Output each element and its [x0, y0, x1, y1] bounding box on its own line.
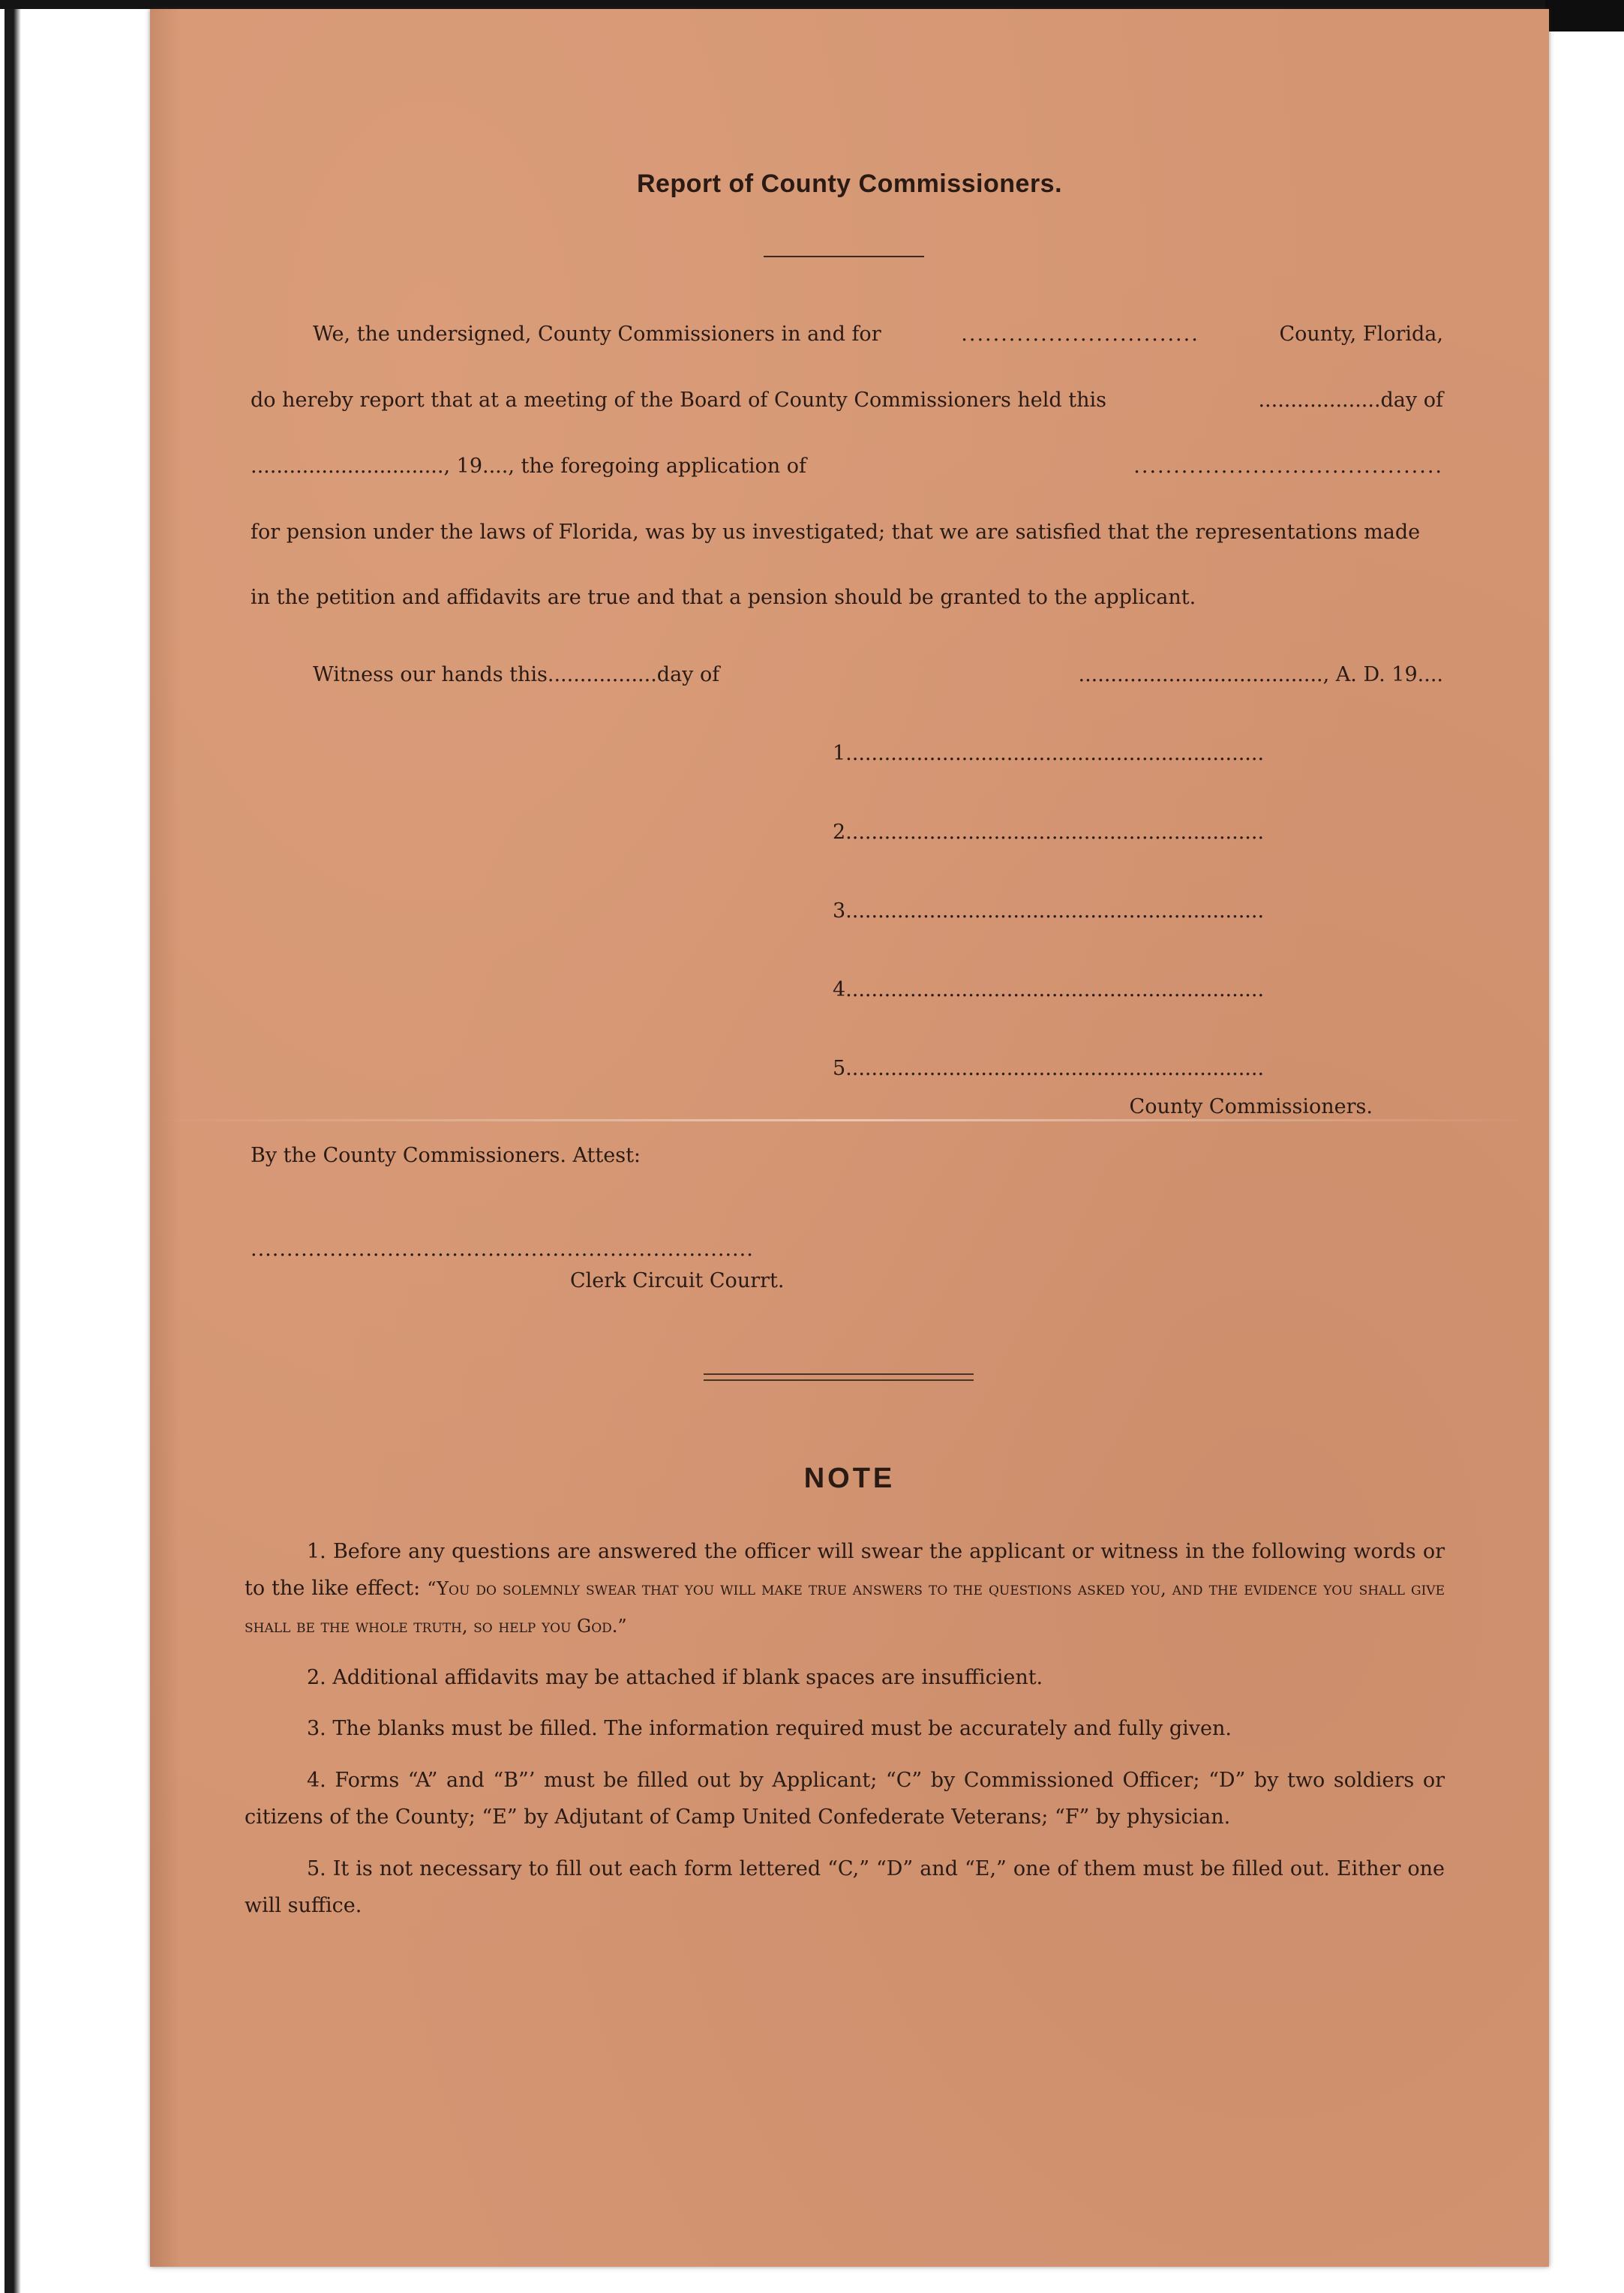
scan-border-top [0, 0, 1624, 9]
note-item-2: 2. Additional affidavits may be attached if blank spaces are insufficient. [307, 1666, 1043, 1689]
report-line-3-text: .............................., 19...., the foregoing application of [251, 455, 806, 478]
section-divider [704, 1373, 974, 1381]
note-item-1 [245, 1533, 1445, 1645]
scan-border-corner [1545, 0, 1624, 32]
witness-line [251, 663, 1443, 686]
scan-border-left [5, 9, 21, 2293]
witness-text: Witness our hands this.................day of [313, 663, 720, 686]
signature-line-5: 5................................................................. [833, 1057, 1265, 1080]
witness-date-blank: ......................................, A. D. 19.... [1078, 663, 1443, 686]
report-line-4-text: for pension under the laws of Florida, was by us investigated; that we are satisfied that the representations made [251, 521, 1421, 544]
note-item-4: 4. Forms “A” and “B”’ must be filled out by Applicant; “C” by Commissioned Officer; “D” by two soldiers or citizens of the County; “E” by Adjutant of Camp United Confederate Veterans; “F” by physician. [245, 1769, 1445, 1829]
signature-line-1: 1................................................................. [833, 742, 1265, 765]
report-line-1 [251, 323, 1443, 346]
report-title: Report of County Commissioners. [636, 170, 1063, 198]
note-heading: NOTE [803, 1463, 896, 1494]
note-item-5: 5. It is not necessary to fill out each form lettered “C,” “D” and “E,” one of them must be filled out. Either one will suffice. [245, 1857, 1445, 1917]
attest-line [251, 1144, 1443, 1167]
attest-text: By the County Commissioners. Attest: [251, 1144, 641, 1167]
report-line-1-end: County, Florida, [1279, 323, 1443, 346]
signature-line-2: 2................................................................. [833, 821, 1265, 844]
signature-line-4: 4................................................................. [833, 978, 1265, 1001]
day-blank: ...................day of [1258, 389, 1443, 412]
note-item-3: 3. The blanks must be filled. The information required must be accurately and fully given. [307, 1717, 1232, 1740]
applicant-blank: ....................................... [1133, 455, 1443, 478]
clerk-label: Clerk Circuit Courrt. [570, 1269, 785, 1292]
report-line-4 [251, 521, 1443, 544]
report-line-3 [251, 455, 1443, 478]
paper-fold [150, 1119, 1549, 1121]
report-line-1-text: We, the undersigned, County Commissioners in and for [313, 323, 881, 346]
document-page [150, 9, 1549, 2267]
report-line-2 [251, 389, 1443, 412]
county-blank: .............................. [961, 323, 1199, 346]
commissioners-label: County Commissioners. [1129, 1095, 1373, 1118]
clerk-signature-line [251, 1238, 851, 1261]
note-item-1-text: 1. Before any questions are answered the officer will swear the applicant or witness in the following words or to the like effect: [245, 1540, 1445, 1600]
title-rule [764, 256, 924, 257]
report-line-5-text: in the petition and affidavits are true and that a pension should be granted to the applicant. [251, 586, 1196, 609]
report-line-2-text: do hereby report that at a meeting of the Board of County Commissioners held this [251, 389, 1107, 412]
signature-line-3: 3................................................................. [833, 899, 1265, 923]
note-item-1-oath: “You do solemnly swear that you will make true answers to the questions asked you, and the evidence you shall give shall be the whole truth, so help you God.” [245, 1578, 1445, 1637]
clerk-blank: ...................................................................... [251, 1238, 754, 1261]
report-line-5 [251, 586, 1443, 609]
